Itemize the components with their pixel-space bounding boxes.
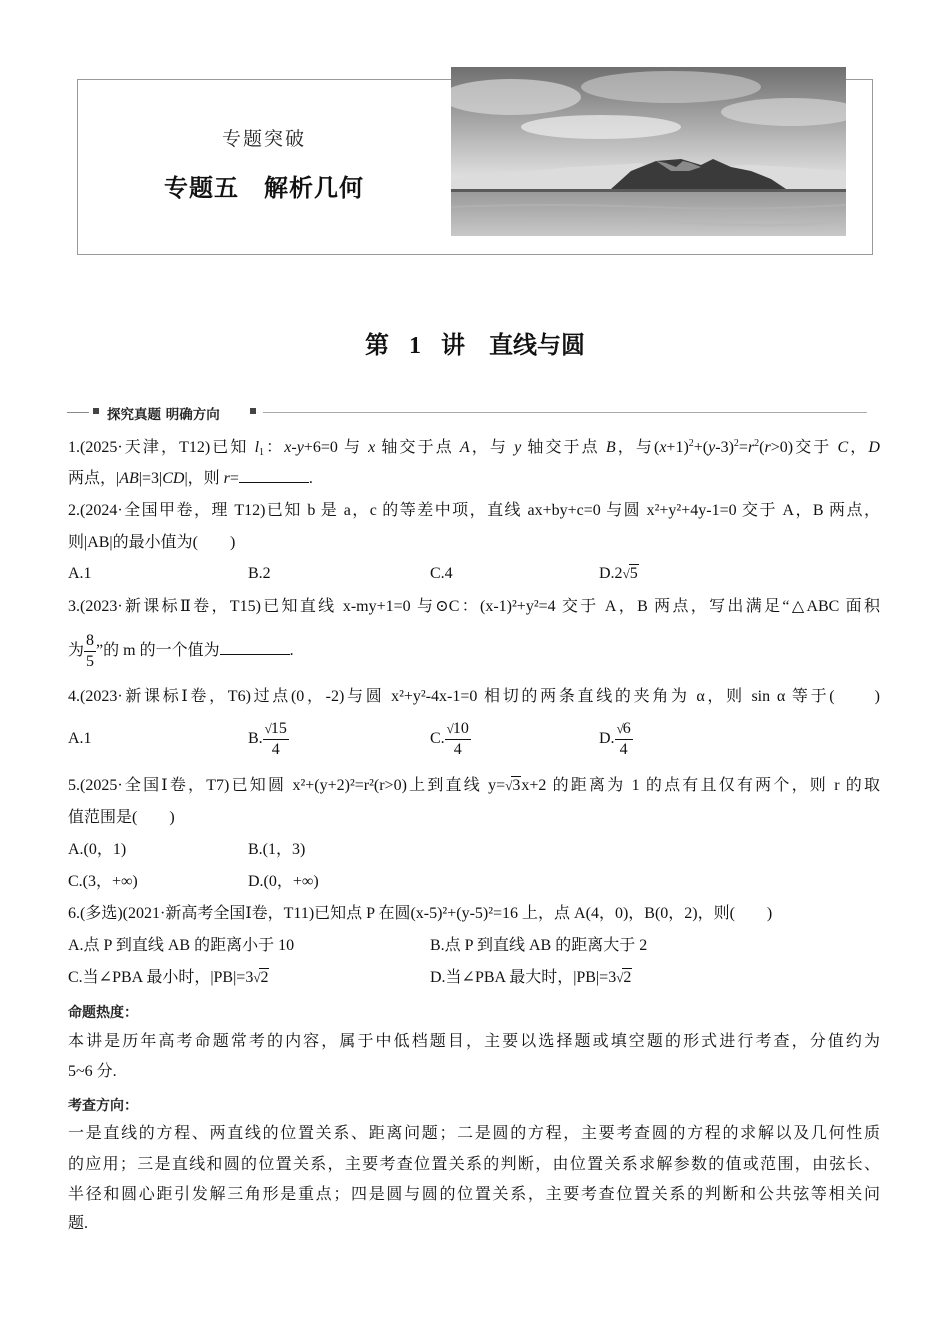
q6-option-d[interactable]: D.当∠PBA 最大时，|PB|=3√2 (430, 969, 632, 986)
q5-option-d[interactable]: D.(0，+∞) (248, 873, 319, 890)
section-heading-text: 探究真题 明确方向 (107, 407, 220, 423)
q2-option-b[interactable]: B.2 (248, 565, 271, 582)
q5-options-row1 (68, 840, 880, 862)
heat-line1: 本讲是历年高考命题常考的内容，属于中低档题目，主要以选择题或填空题的形式进行考查，分值约为 (68, 1033, 880, 1050)
direction-line2: 的应用；三是直线和圆的位置关系，主要考查位置关系的判断，由位置关系求解参数的值或范围，由弦长、 (68, 1156, 880, 1173)
q2-option-a[interactable]: A.1 (68, 565, 92, 582)
answer-blank[interactable] (220, 640, 290, 655)
q5-line2: 值范围是( ) (68, 809, 175, 826)
direction-line1: 一是直线的方程、两直线的位置关系、距离问题；二是圆的方程，主要考查圆的方程的求解以及几何性质 (68, 1125, 880, 1142)
q5-option-a[interactable]: A.(0，1) (68, 841, 127, 858)
q4-option-d[interactable]: D. $\frac{√6}{4}$ (599, 719, 631, 758)
heat-line2: 5~6 分. (68, 1063, 117, 1080)
section-rule-right (263, 412, 867, 413)
q6-option-c[interactable]: C.当∠PBA 最小时，|PB|=3√2 (68, 969, 269, 986)
q5-option-c[interactable]: C.(3，+∞) (68, 873, 138, 890)
answer-blank[interactable] (239, 468, 309, 483)
q2-option-c[interactable]: C.4 (430, 565, 453, 582)
banner-subtitle: 专题突破 (221, 129, 306, 150)
q2-line1: 2.(2024·全国甲卷，理 T12)已知 b 是 a，c 的等差中项，直线 ax+by+c=0 与圆 x²+y²+4y-1=0 交于 A，B 两点， (68, 502, 880, 519)
q4-line1: 4.(2023·新课标Ⅰ卷，T6)过点(0，-2)与圆 x²+y²-4x-1=0 相切的两条直线的夹角为 α，则 sin α 等于( ) (68, 688, 880, 705)
q4-option-c[interactable]: C. $\frac{√10}{4}$ (430, 719, 469, 758)
q2-option-d[interactable]: D.2√5 (599, 565, 638, 582)
fraction: $\frac{8}{5}$ (86, 631, 95, 670)
q6-option-b[interactable]: B.点 P 到直线 AB 的距离大于 2 (430, 937, 648, 954)
section-rule-left (67, 412, 89, 413)
banner-title: 专题五 解析几何 (164, 174, 364, 202)
direction-label: 考查方向： (68, 1098, 138, 1114)
section-square-icon (250, 408, 256, 414)
direction-line4: 题. (68, 1215, 89, 1232)
q5-options-row2 (68, 872, 880, 894)
q4-option-b[interactable]: B. $\frac{√15}{4}$ (248, 719, 287, 758)
q6-options-row1 (68, 936, 880, 958)
q2-options (68, 564, 880, 586)
direction-line3: 半径和圆心距引发解三角形是重点；四是圆与圆的位置关系，主要考查位置关系的判断和公共弦等相关问 (68, 1186, 880, 1203)
q6-line1: 6.(多选)(2021·新高考全国Ⅰ卷，T11)已知点 P 在圆(x-5)²+(y-5)²=16 上，点 A(4，0)，B(0，2)，则( ) (68, 905, 773, 922)
q6-option-a[interactable]: A.点 P 到直线 AB 的距离小于 10 (68, 937, 295, 954)
q3-line1: 3.(2023·新课标Ⅱ卷，T15)已知直线 x-my+1=0 与⊙C：(x-1)²+y²=4 交于 A，B 两点，写出满足“△ABC 面积 (68, 598, 880, 615)
q1-line2: 两点，|AB|=3|CD|，则 r= . (68, 470, 313, 487)
lecture-title: 第 1 讲 直线与圆 (365, 333, 585, 359)
q2-line2: 则|AB|的最小值为( ) (68, 534, 236, 551)
heat-label: 命题热度： (68, 1005, 138, 1021)
q5-option-b[interactable]: B.(1，3) (248, 841, 306, 858)
section-heading (67, 402, 867, 424)
q4-options (68, 716, 880, 762)
q4-option-a[interactable]: A.1 (68, 730, 92, 747)
q3-line2: 为 $\frac{8}{5}$ ”的 m 的一个值为 . (68, 631, 294, 670)
q6-options-row2 (68, 968, 880, 990)
section-square-icon (93, 408, 99, 414)
q1-line1: 1.(2025·天津，T12)已知 $l_1$：x-y+6=0 与 x 轴交于点 A，与 y 轴交于点 B，与$(x+1)^2+(y-3)^2=r^2(r>0)$交于 C，D (68, 438, 880, 458)
landscape-photo (451, 67, 846, 236)
q5-line1: 5.(2025·全国Ⅰ卷，T7)已知圆 x²+(y+2)²=r²(r>0)上到直线 y=√3x+2 的距离为 1 的点有且仅有两个，则 r 的取 (68, 777, 880, 794)
